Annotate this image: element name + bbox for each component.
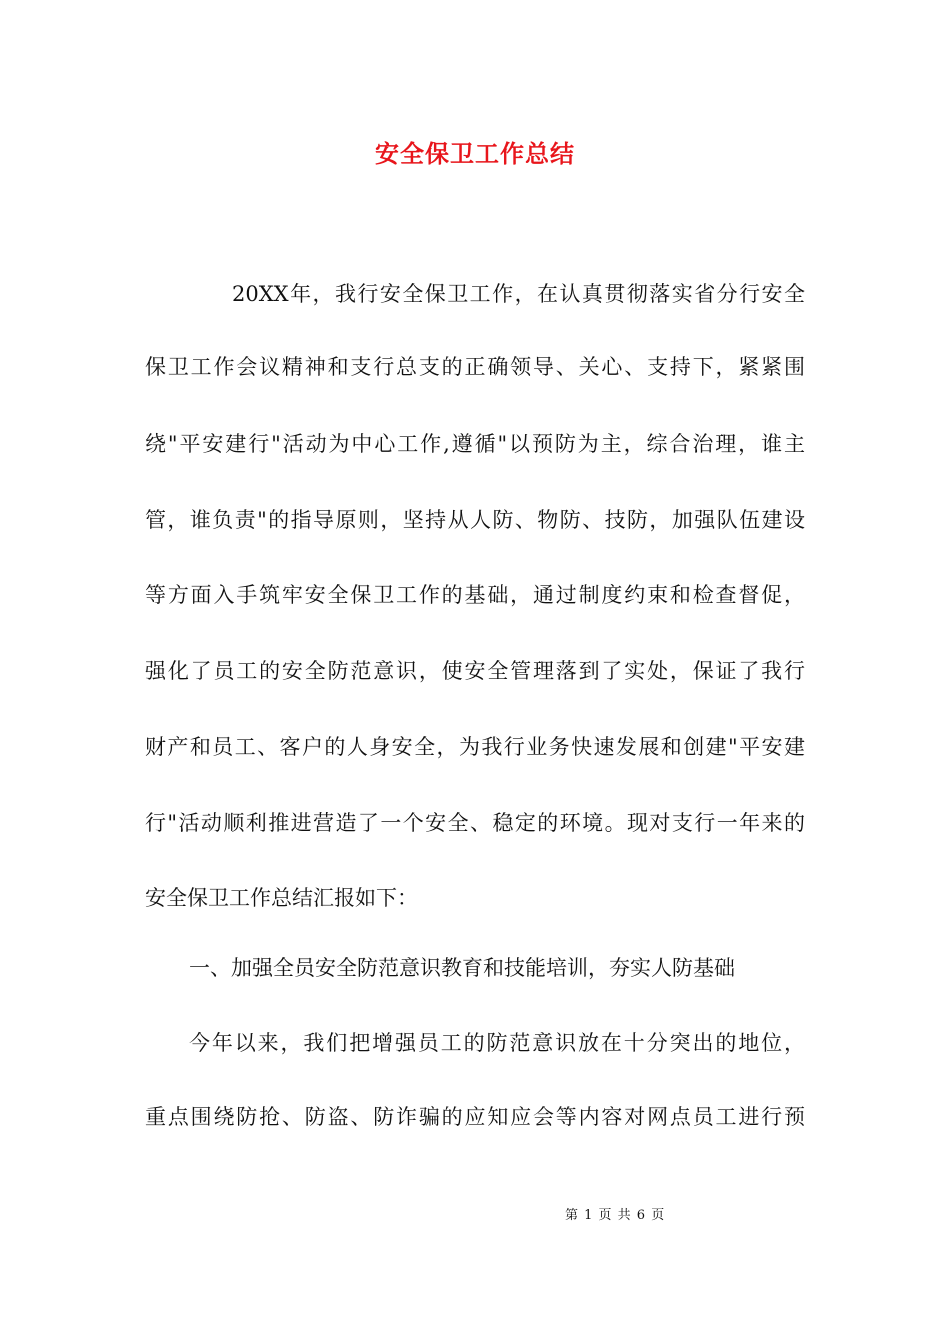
- page-number-footer: 第 1 页 共 6 页: [565, 1208, 666, 1223]
- section-heading-1: 一、加强全员安全防范意识教育和技能培训，夯实人防基础: [189, 956, 735, 980]
- document-title: 安全保卫工作总结: [375, 139, 575, 168]
- body-line-6: 强化了员工的安全防范意识，使安全管理落到了实处，保证了我行: [145, 659, 805, 683]
- body-line-9: 安全保卫工作总结汇报如下：: [145, 886, 418, 910]
- body-line-4: 管，谁负责"的指导原则，坚持从人防、物防、技防，加强队伍建设: [145, 508, 805, 532]
- body-line-3: 绕"平安建行"活动为中心工作,遵循"以预防为主，综合治理，谁主: [145, 432, 805, 456]
- body-line-2: 保卫工作会议精神和支行总支的正确领导、关心、支持下，紧紧围: [145, 355, 805, 379]
- body-line-1: 20XX年，我行安全保卫工作，在认真贯彻落实省分行安全: [232, 282, 805, 306]
- body-line-11: 今年以来，我们把增强员工的防范意识放在十分突出的地位，: [189, 1031, 805, 1055]
- body-line-12: 重点围绕防抢、防盗、防诈骗的应知应会等内容对网点员工进行预: [145, 1105, 805, 1129]
- body-line-5: 等方面入手筑牢安全保卫工作的基础，通过制度约束和检查督促，: [145, 583, 805, 607]
- body-line-7: 财产和员工、客户的人身安全，为我行业务快速发展和创建"平安建: [145, 735, 805, 759]
- body-line-8: 行"活动顺利推进营造了一个安全、稳定的环境。现对支行一年来的: [145, 811, 805, 835]
